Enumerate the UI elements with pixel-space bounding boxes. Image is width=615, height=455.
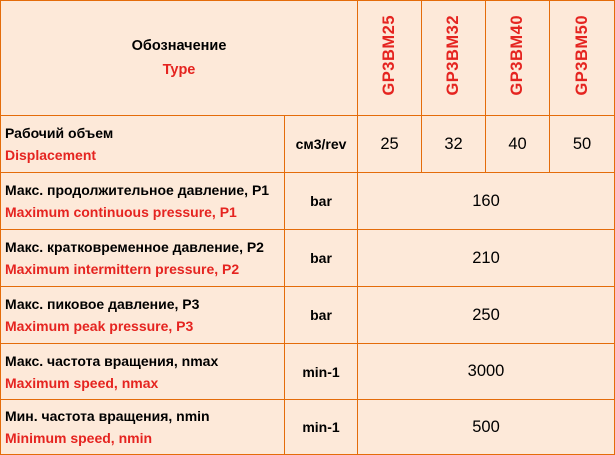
parameter-label-en: Minimum speed, nmin: [5, 430, 153, 446]
parameter-label-cell: [1, 400, 285, 455]
parameter-label-en: Maximum peak pressure, P3: [5, 318, 194, 334]
parameter-label-en: Displacement: [5, 147, 97, 163]
model-name: GP3BM40: [508, 15, 527, 96]
value-cell: 40: [486, 116, 550, 173]
model-name: GP3BM50: [572, 15, 591, 96]
parameter-label-cell: [1, 173, 285, 230]
model-header-cell: [486, 1, 550, 116]
value-cell: 25: [358, 116, 422, 173]
unit-cell: см3/rev: [285, 116, 358, 173]
value-cell: 160: [358, 173, 615, 230]
designation-label-ru: Обозначение: [131, 38, 227, 54]
table-row-peak-pressure: [1, 287, 615, 344]
model-name: GP3BM25: [380, 15, 399, 96]
table-row-displacement: [1, 116, 615, 173]
parameter-label-cell: [1, 287, 285, 344]
value-cell: 210: [358, 230, 615, 287]
unit-cell: min-1: [285, 400, 358, 455]
parameter-label-cell: [1, 230, 285, 287]
unit-cell: min-1: [285, 344, 358, 400]
parameter-label-ru: Рабочий объем: [5, 125, 114, 141]
parameter-label-en: Maximum continuous pressure, P1: [5, 204, 237, 220]
value-cell: 250: [358, 287, 615, 344]
parameter-label-ru: Мин. частота вращения, nmin: [5, 408, 210, 424]
parameter-label-ru: Макс. кратковременное давление, P2: [5, 239, 264, 255]
header-row: [1, 1, 615, 116]
parameter-label-en: Maximum intermittern pressure, P2: [5, 261, 240, 277]
designation-label-en: Type: [162, 62, 196, 78]
unit-cell: bar: [285, 230, 358, 287]
model-header-cell: [550, 1, 615, 116]
value-cell: 500: [358, 400, 615, 455]
value-cell: 50: [550, 116, 615, 173]
model-header-cell: [422, 1, 486, 116]
parameter-label-en: Maximum speed, nmax: [5, 374, 159, 391]
table-row-max-speed: [1, 344, 615, 400]
value-cell: 32: [422, 116, 486, 173]
model-header-cell: [358, 1, 422, 116]
value-cell: 3000: [358, 344, 615, 400]
model-name: GP3BM32: [444, 15, 463, 96]
unit-cell: bar: [285, 173, 358, 230]
unit-cell: bar: [285, 287, 358, 344]
table-row-min-speed: [1, 400, 615, 455]
parameter-label-cell: [1, 344, 285, 400]
table-row-intermittent-pressure: [1, 230, 615, 287]
table-row-continuous-pressure: [1, 173, 615, 230]
designation-header-cell: [1, 1, 358, 116]
parameter-label-ru: Макс. пиковое давление, P3: [5, 296, 200, 312]
parameter-label-cell: [1, 116, 285, 173]
parameter-label-ru: Макс. частота вращения, nmax: [5, 352, 219, 369]
parameter-label-ru: Макс. продолжительное давление, P1: [5, 182, 270, 198]
